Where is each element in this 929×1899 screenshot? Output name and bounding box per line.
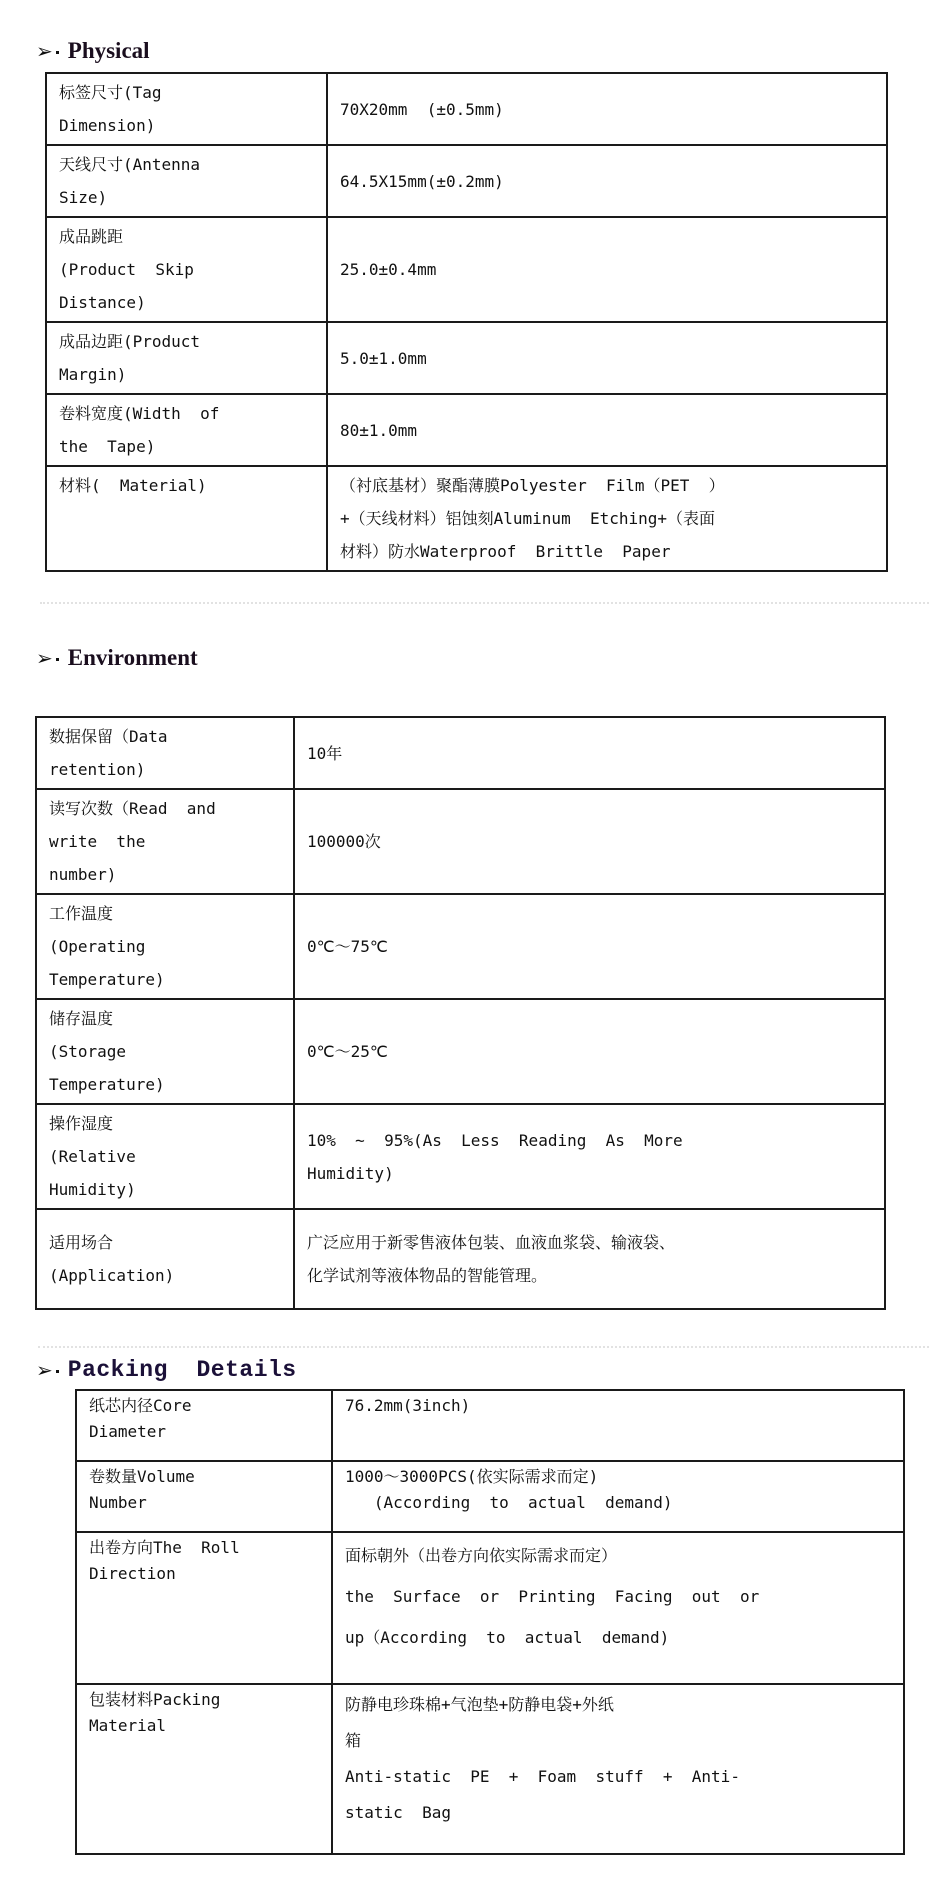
table-body xyxy=(36,717,885,1309)
spec-label-line: (Operating xyxy=(49,937,146,956)
spec-label-cell xyxy=(46,466,327,571)
spec-label-line: write the xyxy=(49,832,146,851)
bullet-dot-icon xyxy=(56,658,59,661)
spec-label-line: 卷料宽度(Width of xyxy=(59,404,220,423)
spec-label-line: 出卷方向The Roll xyxy=(89,1538,240,1557)
table-row xyxy=(76,1390,904,1461)
packing-spec-table xyxy=(75,1389,905,1855)
spec-label-line: Temperature) xyxy=(49,1075,165,1094)
spec-value-cell xyxy=(327,217,887,322)
spec-label-cell xyxy=(36,1104,294,1209)
spec-label-cell xyxy=(36,894,294,999)
spec-label-cell xyxy=(76,1684,332,1854)
spec-value-line: up（According to actual demand) xyxy=(345,1628,670,1647)
table-row xyxy=(76,1461,904,1532)
spec-label-line: 操作湿度 xyxy=(49,1114,114,1133)
spec-value-line: Humidity) xyxy=(307,1163,394,1183)
spec-value-line: (According to actual demand) xyxy=(345,1493,673,1512)
spec-value-cell xyxy=(294,1104,885,1209)
spec-label-cell xyxy=(36,789,294,894)
table-row xyxy=(36,717,885,789)
section-heading-packing xyxy=(36,1357,297,1383)
spec-label-line: Size) xyxy=(59,188,108,207)
spec-value-cell xyxy=(327,145,887,217)
spec-value-line: 0℃～25℃ xyxy=(307,1042,388,1061)
spec-value-line: 1000～3000PCS(依实际需求而定) xyxy=(345,1467,599,1486)
spec-label-line: 数据保留（Data xyxy=(49,727,168,746)
section-title: Physical xyxy=(67,38,150,63)
spec-label-cell xyxy=(46,73,327,145)
spec-label-line: Number xyxy=(89,1493,147,1512)
spec-label-line: (Storage xyxy=(49,1042,127,1061)
spec-value-line: 材料）防水Waterproof Brittle Paper xyxy=(340,542,671,561)
spec-label-line: Margin) xyxy=(59,365,127,384)
spec-label-cell xyxy=(76,1532,332,1684)
spec-label-line: 纸芯内径Core xyxy=(89,1396,192,1415)
spec-label-line: retention) xyxy=(49,760,146,779)
spec-value-cell xyxy=(327,322,887,394)
environment-spec-table xyxy=(35,716,886,1310)
spec-value-line: 80±1.0mm xyxy=(340,420,418,440)
bullet-dot-icon xyxy=(56,51,59,54)
spec-label-line: Direction xyxy=(89,1564,176,1583)
spec-label-cell xyxy=(76,1390,332,1461)
table-row xyxy=(36,1209,885,1309)
spec-label-cell xyxy=(36,1209,294,1309)
section-title: Environment xyxy=(67,645,198,670)
table-row xyxy=(46,394,887,466)
spec-value-cell xyxy=(332,1684,904,1854)
table-row xyxy=(46,466,887,571)
table-row xyxy=(76,1684,904,1854)
table-row xyxy=(36,999,885,1104)
spec-label-line: 包装材料Packing xyxy=(89,1690,221,1709)
spec-value-line: 70X20mm (±0.5mm) xyxy=(340,99,504,119)
spec-label-line: Diameter xyxy=(89,1422,167,1441)
spec-value-cell xyxy=(294,789,885,894)
spec-value-line: 0℃～75℃ xyxy=(307,937,388,956)
spec-value-line: static Bag xyxy=(345,1803,451,1822)
spec-value-line: 化学试剂等液体物品的智能管理。 xyxy=(307,1266,548,1285)
spec-value-line: 10年 xyxy=(307,743,343,763)
spec-value-line: 箱 xyxy=(345,1731,362,1750)
section-divider xyxy=(40,602,929,604)
spec-value-line: 广泛应用于新零售液体包装、血液血浆袋、输液袋、 xyxy=(307,1233,676,1252)
spec-value-line: 防静电珍珠棉+气泡垫+防静电袋+外纸 xyxy=(345,1695,614,1714)
table-row xyxy=(36,1104,885,1209)
spec-value-line: Anti-static PE + Foam stuff + Anti- xyxy=(345,1767,740,1786)
table-body xyxy=(46,73,887,571)
spec-label-cell xyxy=(36,717,294,789)
spec-value-line: 76.2mm(3inch) xyxy=(345,1396,471,1415)
spec-label-line: Dimension) xyxy=(59,116,156,135)
table-row xyxy=(46,145,887,217)
spec-value-line: 64.5X15mm(±0.2mm) xyxy=(340,171,504,191)
spec-label-line: 卷数量Volume xyxy=(89,1467,195,1486)
section-heading-environment xyxy=(36,645,198,671)
spec-label-line: 适用场合 xyxy=(49,1233,114,1252)
spec-value-cell xyxy=(327,394,887,466)
table-row xyxy=(36,789,885,894)
spec-label-line: 标签尺寸(Tag xyxy=(59,83,162,102)
spec-label-cell xyxy=(46,322,327,394)
section-title: Packing Details xyxy=(67,1357,297,1383)
spec-value-cell xyxy=(327,73,887,145)
spec-value-line: 10% ~ 95%(As Less Reading As More xyxy=(307,1130,683,1150)
arrow-bullet-icon: ➢ xyxy=(36,39,53,63)
spec-label-line: the Tape) xyxy=(59,437,156,456)
spec-label-cell xyxy=(76,1461,332,1532)
spec-label-line: (Product Skip xyxy=(59,260,194,279)
physical-spec-table xyxy=(45,72,888,572)
spec-value-line: 100000次 xyxy=(307,832,381,851)
spec-label-line: number) xyxy=(49,865,117,884)
spec-value-line: +（天线材料）铝蚀刻Aluminum Etching+（表面 xyxy=(340,509,716,528)
spec-label-line: 成品边距(Product xyxy=(59,332,201,351)
spec-value-cell xyxy=(294,999,885,1104)
arrow-bullet-icon: ➢ xyxy=(36,1358,53,1382)
table-row xyxy=(36,894,885,999)
table-row xyxy=(46,322,887,394)
spec-value-line: the Surface or Printing Facing out or xyxy=(345,1587,760,1606)
bullet-dot-icon xyxy=(56,1370,59,1373)
spec-value-line: （衬底基材）聚酯薄膜Polyester Film（PET ） xyxy=(340,476,725,495)
spec-value-cell xyxy=(294,1209,885,1309)
section-divider xyxy=(38,1346,929,1348)
spec-label-line: 储存温度 xyxy=(49,1009,114,1028)
spec-label-line: Distance) xyxy=(59,293,146,312)
section-heading-physical xyxy=(36,38,150,64)
spec-label-cell xyxy=(36,999,294,1104)
spec-label-cell xyxy=(46,217,327,322)
spec-label-line: 天线尺寸(Antenna xyxy=(59,155,201,174)
spec-label-line: (Application) xyxy=(49,1266,175,1285)
spec-value-line: 5.0±1.0mm xyxy=(340,348,427,368)
table-row xyxy=(46,217,887,322)
table-row xyxy=(46,73,887,145)
spec-label-cell xyxy=(46,394,327,466)
spec-value-cell xyxy=(332,1390,904,1461)
table-body xyxy=(76,1390,904,1854)
spec-label-line: 材料( Material) xyxy=(59,476,207,495)
spec-label-line: Temperature) xyxy=(49,970,165,989)
spec-label-line: (Relative xyxy=(49,1147,136,1166)
spec-value-cell xyxy=(332,1532,904,1684)
spec-label-line: 成品跳距 xyxy=(59,227,124,246)
spec-value-cell xyxy=(332,1461,904,1532)
spec-value-cell xyxy=(327,466,887,571)
spec-label-cell xyxy=(46,145,327,217)
arrow-bullet-icon: ➢ xyxy=(36,646,53,670)
spec-label-line: 读写次数（Read and xyxy=(49,799,216,818)
spec-label-line: Material xyxy=(89,1716,167,1735)
spec-value-cell xyxy=(294,717,885,789)
spec-label-line: 工作温度 xyxy=(49,904,114,923)
table-row xyxy=(76,1532,904,1684)
spec-value-line: 25.0±0.4mm xyxy=(340,260,437,279)
spec-value-line: 面标朝外（出卷方向依实际需求而定） xyxy=(345,1546,618,1565)
spec-label-line: Humidity) xyxy=(49,1180,136,1199)
spec-value-cell xyxy=(294,894,885,999)
